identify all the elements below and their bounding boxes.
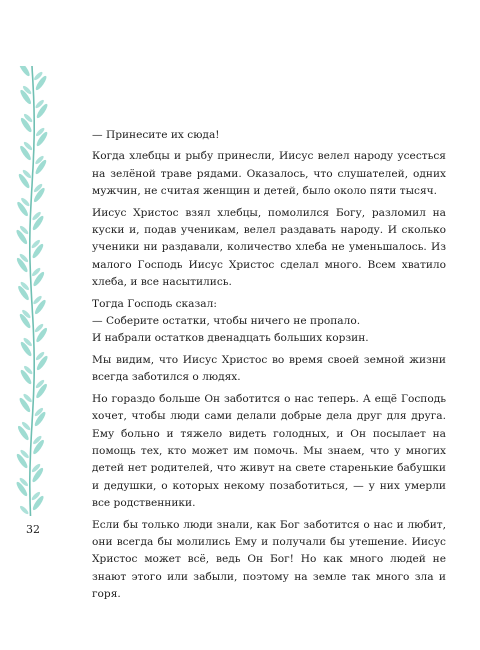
paragraph: — Соберите остатки, чтобы ничего не пропало. xyxy=(92,315,361,328)
paragraph: И набрали остатков двенадцать больших корзин. xyxy=(92,332,369,345)
leafy-vine-ornament-icon xyxy=(10,66,54,520)
paragraph: Когда хлебцы и рыбу принесли, Иисус велел народу усесться на зелёной траве рядами. Оказалось, что слушателей, одних мужчин, не считая женщин и детей, было около пяти тысяч. xyxy=(92,150,446,198)
page-text xyxy=(92,127,446,608)
paragraph: — Принесите их сюда! xyxy=(92,129,220,141)
paragraph: Но гораздо больше Он заботится о нас теперь. А ещё Господь хочет, чтобы люди сами делали добрые дела друг для друга. Ему больно и тяжело видеть голодных, и Он посылает на помощь тех, кто может им помочь. Мы знаем, что у многих детей нет родителей, что живут на свете старенькие бабушки и дедушки, о которых некому позаботиться, — у них умерли все родственники. xyxy=(92,392,446,510)
vine-leaf xyxy=(17,66,31,77)
vine-stem xyxy=(30,66,34,516)
page-number: 32 xyxy=(26,523,40,536)
paragraph: Мы видим, что Иисус Христос во время своей земной жизни всегда заботился о людях. xyxy=(92,353,446,384)
paragraph: Если бы только люди знали, как Бог заботится о нас и любит, они всегда бы молились Ему и получали бы утешение. Иисус Христос может всё, ведь Он Бог! Но как много людей не знают этого или забыли, поэтому на земле так много зла и горя. xyxy=(92,518,446,601)
paragraph: Иисус Христос взял хлебцы, помолился Богу, разломил на куски и, подав ученикам, велел раздавать народу. И сколько ученики ни раздавали, количество хлеба не уменьшалось. Из малого Господь Иисус Христос сделал много. Всем хватило хлеба, и все насытились. xyxy=(92,206,446,289)
paragraph: Тогда Господь сказал: xyxy=(92,297,217,310)
vine-leaf xyxy=(19,505,30,516)
